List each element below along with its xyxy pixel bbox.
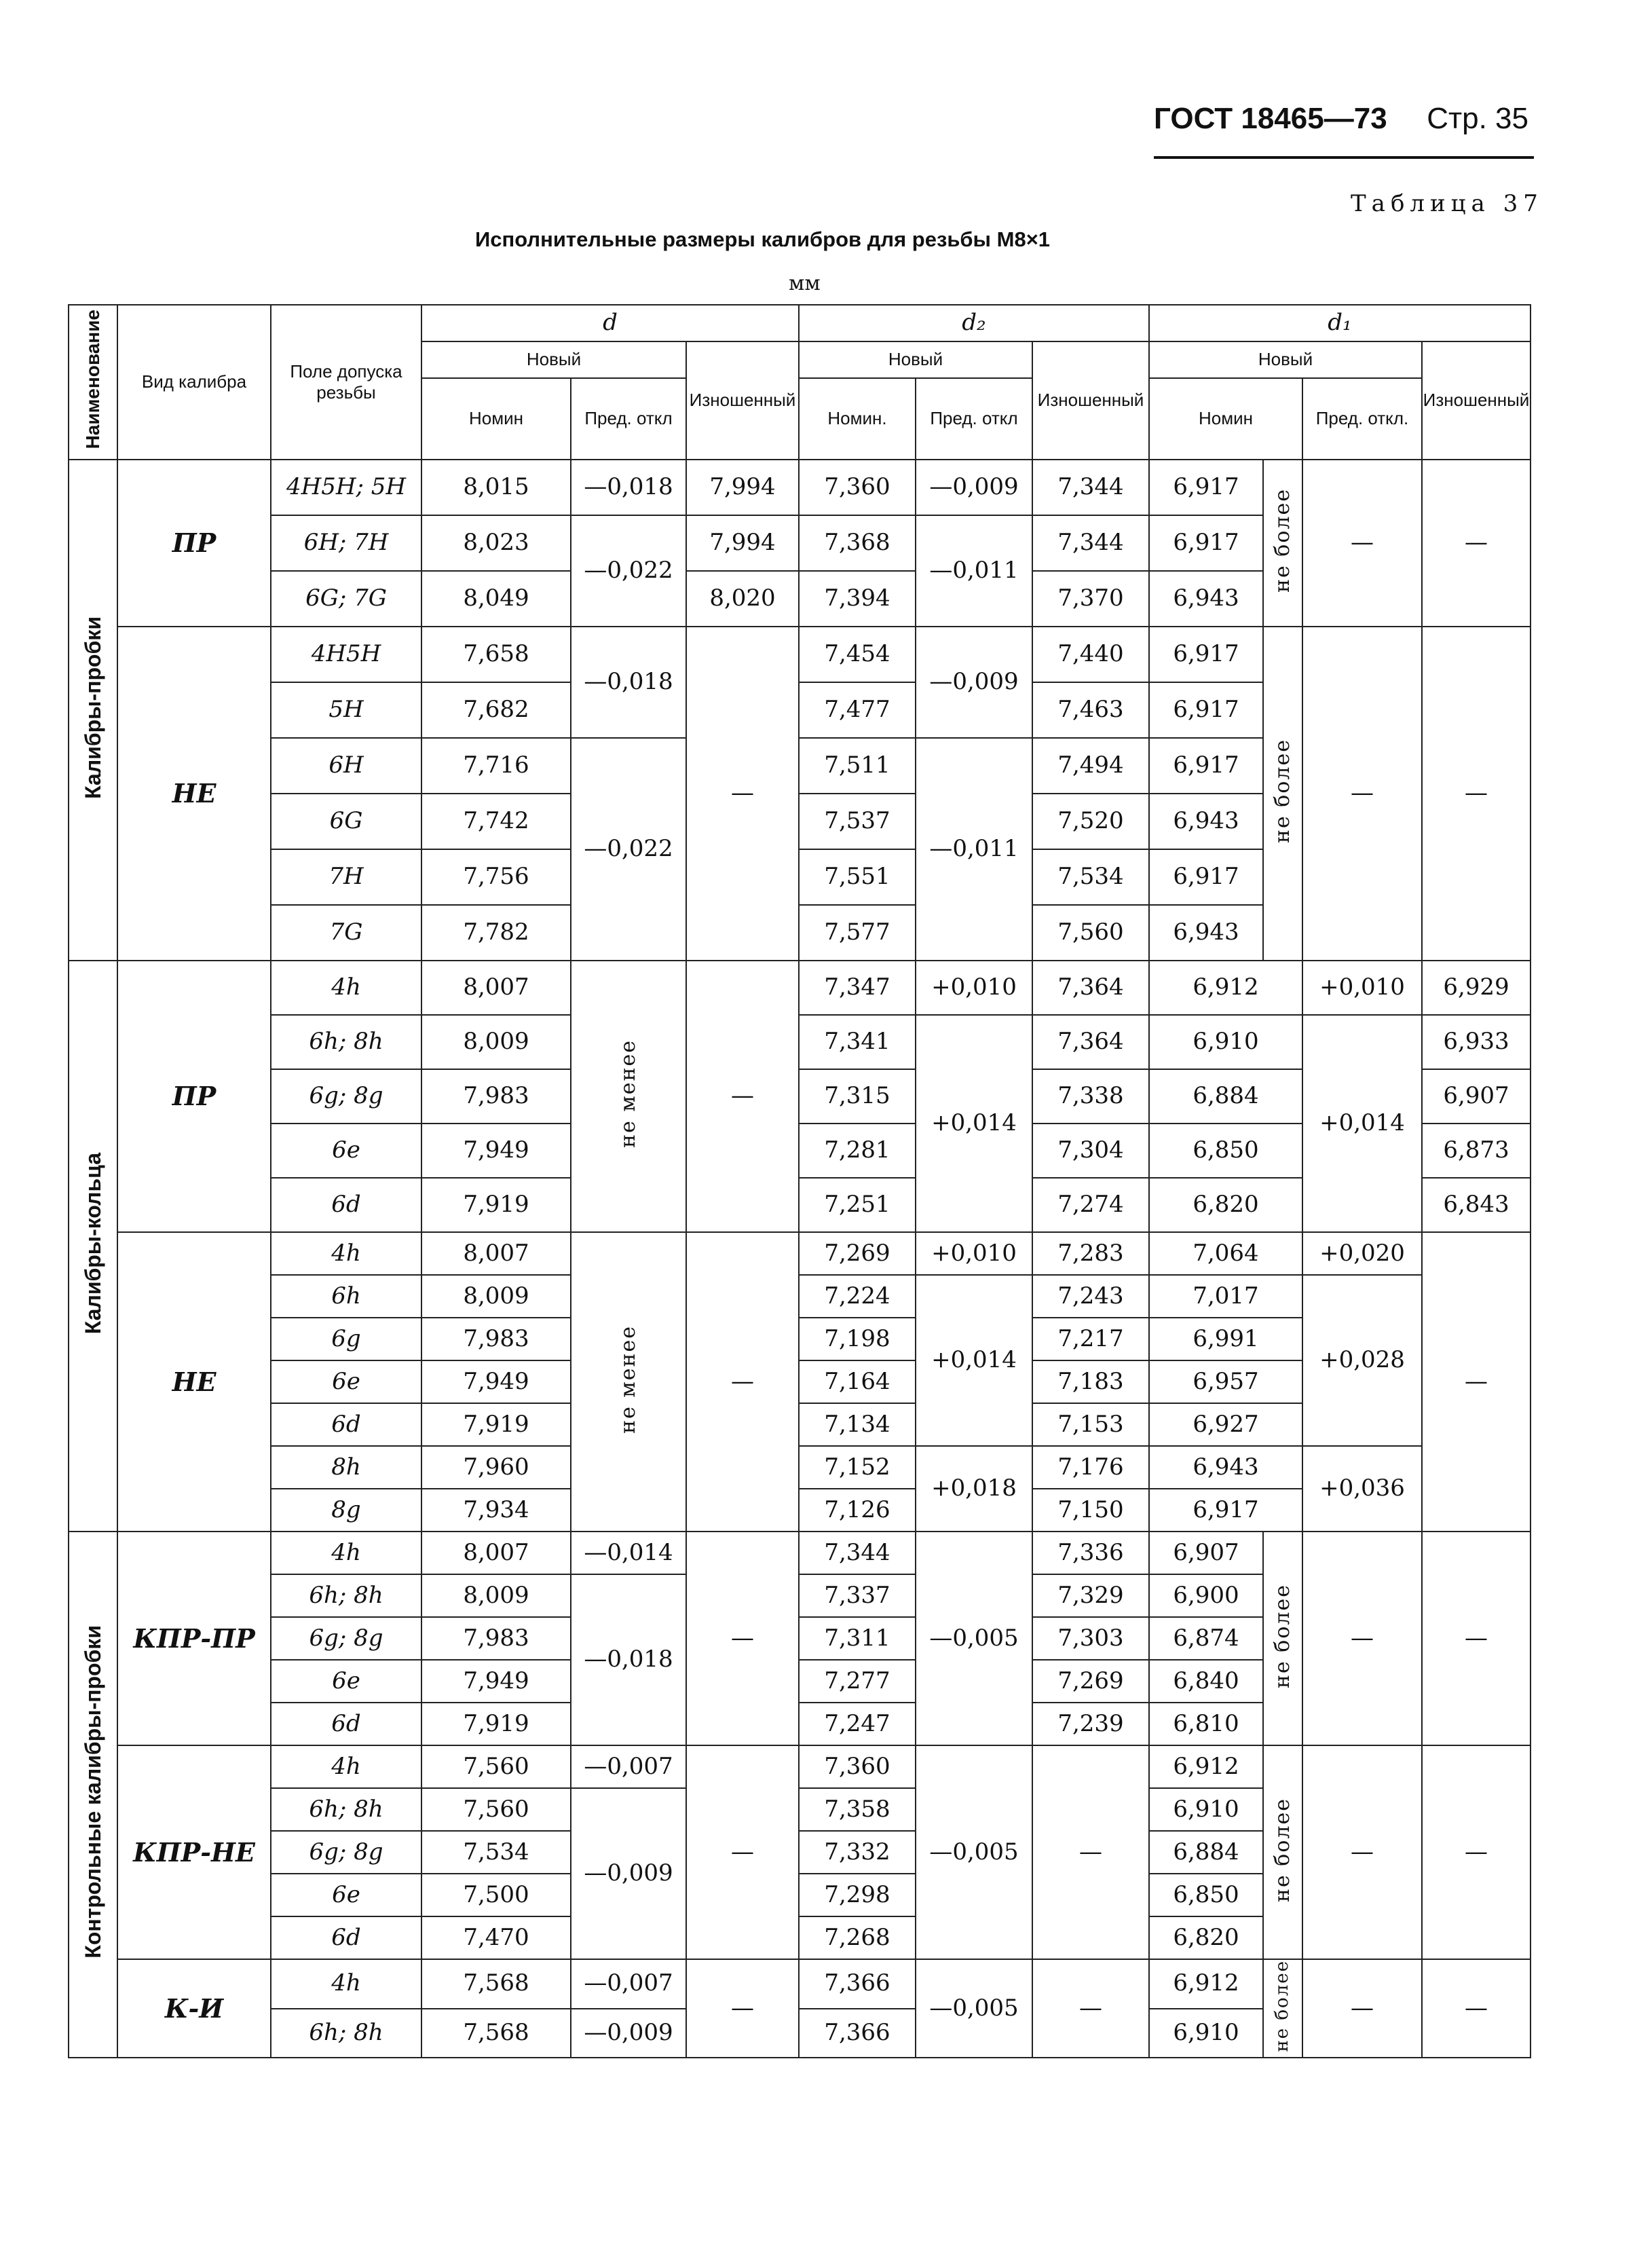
d2-nom-cell: 7,277 xyxy=(799,1660,916,1703)
d-worn-dash: — xyxy=(686,1532,799,1745)
d-nom-cell: 8,007 xyxy=(421,1232,571,1275)
header-d2-nom: Номин. xyxy=(799,378,916,460)
d2-nom-cell: 7,126 xyxy=(799,1489,916,1532)
d2-dev-cell: +0,010 xyxy=(916,961,1032,1015)
field-cell: 6g xyxy=(271,1318,421,1360)
d2-nom-cell: 7,551 xyxy=(799,849,916,905)
field-cell: 6h; 8h xyxy=(271,1788,421,1831)
d2-worn-cell: 7,329 xyxy=(1032,1574,1149,1617)
d-nom-cell: 7,716 xyxy=(421,738,571,794)
field-cell: 6G; 7G xyxy=(271,571,421,627)
field-cell: 6e xyxy=(271,1874,421,1916)
d2-worn-cell: 7,494 xyxy=(1032,738,1149,794)
d1-nom-cell: 6,884 xyxy=(1149,1069,1302,1124)
d2-dev-cell: +0,010 xyxy=(916,1232,1032,1275)
note-not-more: не более xyxy=(1271,739,1295,844)
d1-worn-cell: 6,933 xyxy=(1422,1015,1531,1069)
d2-worn-cell: 7,153 xyxy=(1032,1403,1149,1446)
d2-worn-cell: 7,239 xyxy=(1032,1703,1149,1745)
group-plugs: Калибры-пробки xyxy=(80,616,105,799)
d2-worn-cell: 7,534 xyxy=(1032,849,1149,905)
d2-dev-cell: —0,009 xyxy=(916,627,1032,738)
header-d: d xyxy=(421,305,799,341)
d1-dev-dash: — xyxy=(1302,460,1422,627)
d2-nom-cell: 7,251 xyxy=(799,1178,916,1232)
field-cell: 4h xyxy=(271,1532,421,1574)
table-row xyxy=(69,627,1531,682)
d2-worn-cell: 7,304 xyxy=(1032,1124,1149,1178)
d2-dev-cell: —0,005 xyxy=(916,1745,1032,1959)
d1-nom-cell: 6,917 xyxy=(1149,1489,1302,1532)
d1-nom-cell: 6,917 xyxy=(1149,460,1263,515)
d2-worn-cell: 7,336 xyxy=(1032,1532,1149,1574)
d2-nom-cell: 7,366 xyxy=(799,2009,916,2058)
d2-worn-cell: 7,344 xyxy=(1032,460,1149,515)
d2-dev-cell: —0,011 xyxy=(916,515,1032,627)
d2-nom-cell: 7,454 xyxy=(799,627,916,682)
d-nom-cell: 7,919 xyxy=(421,1178,571,1232)
d1-nom-cell: 6,912 xyxy=(1149,1745,1263,1788)
d1-nom-cell: 6,917 xyxy=(1149,682,1263,738)
table-row xyxy=(69,961,1531,1015)
d2-worn-cell: 7,176 xyxy=(1032,1446,1149,1489)
d2-nom-cell: 7,224 xyxy=(799,1275,916,1318)
field-cell: 4h xyxy=(271,961,421,1015)
d1-nom-cell: 7,064 xyxy=(1149,1232,1302,1275)
field-cell: 8h xyxy=(271,1446,421,1489)
d2-nom-cell: 7,134 xyxy=(799,1403,916,1446)
d2-worn-cell: 7,364 xyxy=(1032,961,1149,1015)
d-nom-cell: 8,015 xyxy=(421,460,571,515)
d-nom-cell: 7,919 xyxy=(421,1703,571,1745)
table-title: Исполнительные размеры калибров для резьбы M8×1 xyxy=(475,227,1051,251)
d-nom-cell: 8,007 xyxy=(421,1532,571,1574)
d1-nom-cell: 6,943 xyxy=(1149,794,1263,849)
d2-nom-cell: 7,366 xyxy=(799,1959,916,2009)
d-nom-cell: 7,742 xyxy=(421,794,571,849)
d-dev-cell: —0,022 xyxy=(571,738,686,961)
kind-kpr-ne: КПР-НЕ xyxy=(117,1745,271,1959)
d-nom-cell: 7,560 xyxy=(421,1788,571,1831)
d2-nom-cell: 7,537 xyxy=(799,794,916,849)
field-cell: 6h; 8h xyxy=(271,1015,421,1069)
d2-worn-cell: 7,303 xyxy=(1032,1617,1149,1660)
table-row xyxy=(69,1745,1531,1788)
d2-dev-cell: +0,014 xyxy=(916,1015,1032,1232)
d2-worn-dash: — xyxy=(1032,1745,1149,1959)
d1-worn-dash: — xyxy=(1422,1959,1531,2058)
d-worn-dash: — xyxy=(686,1232,799,1532)
d-dev-cell: —0,018 xyxy=(571,627,686,738)
d1-nom-cell: 6,840 xyxy=(1149,1660,1263,1703)
d2-nom-cell: 7,368 xyxy=(799,515,916,571)
d1-nom-cell: 6,927 xyxy=(1149,1403,1302,1446)
d-dev-cell: —0,009 xyxy=(571,1788,686,1959)
d2-nom-cell: 7,577 xyxy=(799,905,916,961)
d1-worn-dash: — xyxy=(1422,1745,1531,1959)
field-cell: 6h xyxy=(271,1275,421,1318)
gauge-dimensions-table xyxy=(68,304,1531,2058)
d2-dev-cell: —0,005 xyxy=(916,1532,1032,1745)
d1-nom-cell: 6,912 xyxy=(1149,1959,1263,2009)
d1-nom-cell: 6,907 xyxy=(1149,1532,1263,1574)
d-nom-cell: 8,009 xyxy=(421,1275,571,1318)
field-cell: 4H5H xyxy=(271,627,421,682)
d1-worn-cell: 6,929 xyxy=(1422,961,1531,1015)
d1-nom-cell: 6,820 xyxy=(1149,1916,1263,1959)
field-cell: 6H xyxy=(271,738,421,794)
d1-nom-cell: 6,943 xyxy=(1149,1446,1302,1489)
d2-worn-cell: 7,338 xyxy=(1032,1069,1149,1124)
header-kind: Вид калибра xyxy=(117,305,271,460)
d1-nom-cell: 6,912 xyxy=(1149,961,1302,1015)
table-label: Таблица 37 xyxy=(1351,190,1543,217)
header-d2-new: Новый xyxy=(799,341,1032,378)
header-name: Наименование xyxy=(82,310,103,449)
table-row xyxy=(69,1015,1531,1069)
d-nom-cell: 8,023 xyxy=(421,515,571,571)
d1-worn-dash: — xyxy=(1422,460,1531,627)
d2-worn-cell: 7,520 xyxy=(1032,794,1149,849)
field-cell: 6e xyxy=(271,1360,421,1403)
d1-worn-dash: — xyxy=(1422,1232,1531,1532)
d-nom-cell: 7,560 xyxy=(421,1745,571,1788)
header-d1-worn: Изношенный xyxy=(1422,341,1531,460)
field-cell: 6d xyxy=(271,1703,421,1745)
d2-worn-cell: 7,150 xyxy=(1032,1489,1149,1532)
d1-nom-cell: 6,850 xyxy=(1149,1874,1263,1916)
d-nom-cell: 8,007 xyxy=(421,961,571,1015)
d2-nom-cell: 7,315 xyxy=(799,1069,916,1124)
field-cell: 6d xyxy=(271,1916,421,1959)
page-header xyxy=(1154,102,1534,159)
d-nom-cell: 7,983 xyxy=(421,1318,571,1360)
d1-dev-dash: — xyxy=(1302,1532,1422,1745)
note-not-more: не более xyxy=(1271,488,1295,593)
table-row xyxy=(69,1232,1531,1275)
d-nom-cell: 7,568 xyxy=(421,1959,571,2009)
d2-dev-cell: +0,014 xyxy=(916,1275,1032,1446)
d-dev-cell: —0,007 xyxy=(571,1959,686,2009)
d1-dev-cell: +0,020 xyxy=(1302,1232,1422,1275)
d-nom-cell: 7,949 xyxy=(421,1660,571,1703)
d-nom-cell: 7,658 xyxy=(421,627,571,682)
note-not-less: не менее xyxy=(616,1324,641,1434)
d1-nom-cell: 6,900 xyxy=(1149,1574,1263,1617)
d2-worn-cell: 7,560 xyxy=(1032,905,1149,961)
header-d1-new: Новый xyxy=(1149,341,1422,378)
d1-dev-dash: — xyxy=(1302,627,1422,961)
d2-worn-cell: 7,344 xyxy=(1032,515,1149,571)
d-nom-cell: 7,934 xyxy=(421,1489,571,1532)
d2-worn-cell: 7,463 xyxy=(1032,682,1149,738)
table-row xyxy=(69,1275,1531,1318)
header-d-new: Новый xyxy=(421,341,686,378)
d-worn-dash: — xyxy=(686,627,799,961)
d-nom-cell: 8,009 xyxy=(421,1015,571,1069)
d2-nom-cell: 7,477 xyxy=(799,682,916,738)
d1-worn-cell: 6,843 xyxy=(1422,1178,1531,1232)
d2-nom-cell: 7,347 xyxy=(799,961,916,1015)
field-cell: 8g xyxy=(271,1489,421,1532)
standard-number: ГОСТ 18465—73 xyxy=(1154,102,1387,135)
d-worn-cell: 8,020 xyxy=(686,571,799,627)
d1-dev-cell: +0,028 xyxy=(1302,1275,1422,1446)
header-d1: d₁ xyxy=(1149,305,1531,341)
d-nom-cell: 7,568 xyxy=(421,2009,571,2058)
d-nom-cell: 7,500 xyxy=(421,1874,571,1916)
d2-nom-cell: 7,360 xyxy=(799,1745,916,1788)
header-d-nom: Номин xyxy=(421,378,571,460)
d-nom-cell: 7,960 xyxy=(421,1446,571,1489)
d2-worn-dash: — xyxy=(1032,1959,1149,2058)
header-field: Поле допуска резьбы xyxy=(271,305,421,460)
d-nom-cell: 7,682 xyxy=(421,682,571,738)
d-nom-cell: 7,983 xyxy=(421,1617,571,1660)
field-cell: 6e xyxy=(271,1660,421,1703)
note-not-less: не менее xyxy=(616,1039,641,1149)
header-d-dev: Пред. откл xyxy=(571,378,686,460)
d1-nom-cell: 6,910 xyxy=(1149,1015,1302,1069)
d2-worn-cell: 7,269 xyxy=(1032,1660,1149,1703)
d2-worn-cell: 7,364 xyxy=(1032,1015,1149,1069)
d-worn-dash: — xyxy=(686,1959,799,2058)
d1-dev-dash: — xyxy=(1302,1959,1422,2058)
d2-nom-cell: 7,269 xyxy=(799,1232,916,1275)
d-nom-cell: 7,983 xyxy=(421,1069,571,1124)
header-d2-dev: Пред. откл xyxy=(916,378,1032,460)
d-worn-cell: 7,994 xyxy=(686,460,799,515)
d-dev-cell: —0,009 xyxy=(571,2009,686,2058)
d-worn-cell: 7,994 xyxy=(686,515,799,571)
d2-worn-cell: 7,217 xyxy=(1032,1318,1149,1360)
d-worn-dash: — xyxy=(686,1745,799,1959)
d1-dev-cell: +0,014 xyxy=(1302,1015,1422,1232)
d1-nom-cell: 6,917 xyxy=(1149,627,1263,682)
field-cell: 7G xyxy=(271,905,421,961)
kind-pr: ПР xyxy=(117,460,271,627)
field-cell: 6d xyxy=(271,1403,421,1446)
d1-nom-cell: 6,917 xyxy=(1149,738,1263,794)
d1-nom-cell: 6,820 xyxy=(1149,1178,1302,1232)
d2-nom-cell: 7,152 xyxy=(799,1446,916,1489)
d2-nom-cell: 7,298 xyxy=(799,1874,916,1916)
d1-nom-cell: 6,991 xyxy=(1149,1318,1302,1360)
d2-nom-cell: 7,394 xyxy=(799,571,916,627)
d-nom-cell: 7,949 xyxy=(421,1124,571,1178)
d-dev-cell: —0,018 xyxy=(571,1574,686,1745)
header-d2-worn: Изношенный xyxy=(1032,341,1149,460)
header-d-worn: Изношенный xyxy=(686,341,799,460)
d2-worn-cell: 7,440 xyxy=(1032,627,1149,682)
d1-nom-cell: 6,810 xyxy=(1149,1703,1263,1745)
kind-k-i: К-И xyxy=(117,1959,271,2058)
d2-dev-cell: —0,009 xyxy=(916,460,1032,515)
d2-nom-cell: 7,281 xyxy=(799,1124,916,1178)
field-cell: 7H xyxy=(271,849,421,905)
table-row xyxy=(69,1446,1531,1489)
d1-dev-dash: — xyxy=(1302,1745,1422,1959)
d1-nom-cell: 6,943 xyxy=(1149,571,1263,627)
d2-nom-cell: 7,341 xyxy=(799,1015,916,1069)
d2-nom-cell: 7,198 xyxy=(799,1318,916,1360)
field-cell: 6g; 8g xyxy=(271,1069,421,1124)
d-dev-cell: —0,018 xyxy=(571,460,686,515)
field-cell: 6h; 8h xyxy=(271,2009,421,2058)
d2-nom-cell: 7,332 xyxy=(799,1831,916,1874)
d1-nom-cell: 6,917 xyxy=(1149,849,1263,905)
d1-nom-cell: 6,874 xyxy=(1149,1617,1263,1660)
d2-nom-cell: 7,164 xyxy=(799,1360,916,1403)
header-d1-nom: Номин xyxy=(1149,378,1302,460)
table-row xyxy=(69,1532,1531,1574)
d-worn-dash: — xyxy=(686,961,799,1232)
field-cell: 6g; 8g xyxy=(271,1617,421,1660)
d-nom-cell: 8,049 xyxy=(421,571,571,627)
kind-ne: НЕ xyxy=(117,1232,271,1532)
d2-nom-cell: 7,358 xyxy=(799,1788,916,1831)
kind-kpr-pr: КПР-ПР xyxy=(117,1532,271,1745)
field-cell: 6G xyxy=(271,794,421,849)
d2-worn-cell: 7,283 xyxy=(1032,1232,1149,1275)
table-row xyxy=(69,460,1531,515)
table-units: мм xyxy=(789,272,821,295)
header-d1-dev: Пред. откл. xyxy=(1302,378,1422,460)
d1-worn-cell: 6,907 xyxy=(1422,1069,1531,1124)
field-cell: 6e xyxy=(271,1124,421,1178)
d1-nom-cell: 6,850 xyxy=(1149,1124,1302,1178)
d1-dev-cell: +0,010 xyxy=(1302,961,1422,1015)
d1-nom-cell: 6,957 xyxy=(1149,1360,1302,1403)
d1-nom-cell: 6,917 xyxy=(1149,515,1263,571)
field-cell: 4H5H; 5H xyxy=(271,460,421,515)
field-cell: 4h xyxy=(271,1959,421,2009)
d2-nom-cell: 7,344 xyxy=(799,1532,916,1574)
page-number: Стр. 35 xyxy=(1427,102,1528,135)
d1-nom-cell: 6,884 xyxy=(1149,1831,1263,1874)
d2-worn-cell: 7,183 xyxy=(1032,1360,1149,1403)
d2-nom-cell: 7,268 xyxy=(799,1916,916,1959)
d2-nom-cell: 7,337 xyxy=(799,1574,916,1617)
d2-worn-cell: 7,243 xyxy=(1032,1275,1149,1318)
d-nom-cell: 8,009 xyxy=(421,1574,571,1617)
note-not-more: не более xyxy=(1272,1960,1293,2052)
d-dev-cell: —0,022 xyxy=(571,515,686,627)
d1-nom-cell: 7,017 xyxy=(1149,1275,1302,1318)
d-dev-cell: —0,014 xyxy=(571,1532,686,1574)
d2-dev-cell: —0,005 xyxy=(916,1959,1032,2058)
d2-nom-cell: 7,247 xyxy=(799,1703,916,1745)
field-cell: 5H xyxy=(271,682,421,738)
d1-worn-cell: 6,873 xyxy=(1422,1124,1531,1178)
d2-worn-cell: 7,370 xyxy=(1032,571,1149,627)
d1-worn-dash: — xyxy=(1422,627,1531,961)
d-nom-cell: 7,949 xyxy=(421,1360,571,1403)
header-d2: d₂ xyxy=(799,305,1149,341)
d1-nom-cell: 6,910 xyxy=(1149,2009,1263,2058)
kind-pr: ПР xyxy=(117,961,271,1232)
field-cell: 6d xyxy=(271,1178,421,1232)
d2-nom-cell: 7,311 xyxy=(799,1617,916,1660)
d2-nom-cell: 7,511 xyxy=(799,738,916,794)
field-cell: 6H; 7H xyxy=(271,515,421,571)
note-not-more: не более xyxy=(1271,1797,1295,1902)
field-cell: 6h; 8h xyxy=(271,1574,421,1617)
d-nom-cell: 7,756 xyxy=(421,849,571,905)
group-rings: Калибры-кольца xyxy=(80,1153,105,1335)
d1-dev-cell: +0,036 xyxy=(1302,1446,1422,1532)
d2-worn-cell: 7,274 xyxy=(1032,1178,1149,1232)
table-row xyxy=(69,1959,1531,2009)
d2-dev-cell: +0,018 xyxy=(916,1446,1032,1532)
field-cell: 4h xyxy=(271,1745,421,1788)
note-not-more: не более xyxy=(1271,1583,1295,1688)
kind-ne: НЕ xyxy=(117,627,271,961)
d2-dev-cell: —0,011 xyxy=(916,738,1032,961)
d-nom-cell: 7,782 xyxy=(421,905,571,961)
d-nom-cell: 7,919 xyxy=(421,1403,571,1446)
d2-nom-cell: 7,360 xyxy=(799,460,916,515)
d1-worn-dash: — xyxy=(1422,1532,1531,1745)
field-cell: 6g; 8g xyxy=(271,1831,421,1874)
d1-nom-cell: 6,910 xyxy=(1149,1788,1263,1831)
d1-nom-cell: 6,943 xyxy=(1149,905,1263,961)
d-dev-cell: —0,007 xyxy=(571,1745,686,1788)
group-control: Контрольные калибры-пробки xyxy=(80,1625,105,1959)
d-nom-cell: 7,470 xyxy=(421,1916,571,1959)
field-cell: 4h xyxy=(271,1232,421,1275)
d-nom-cell: 7,534 xyxy=(421,1831,571,1874)
